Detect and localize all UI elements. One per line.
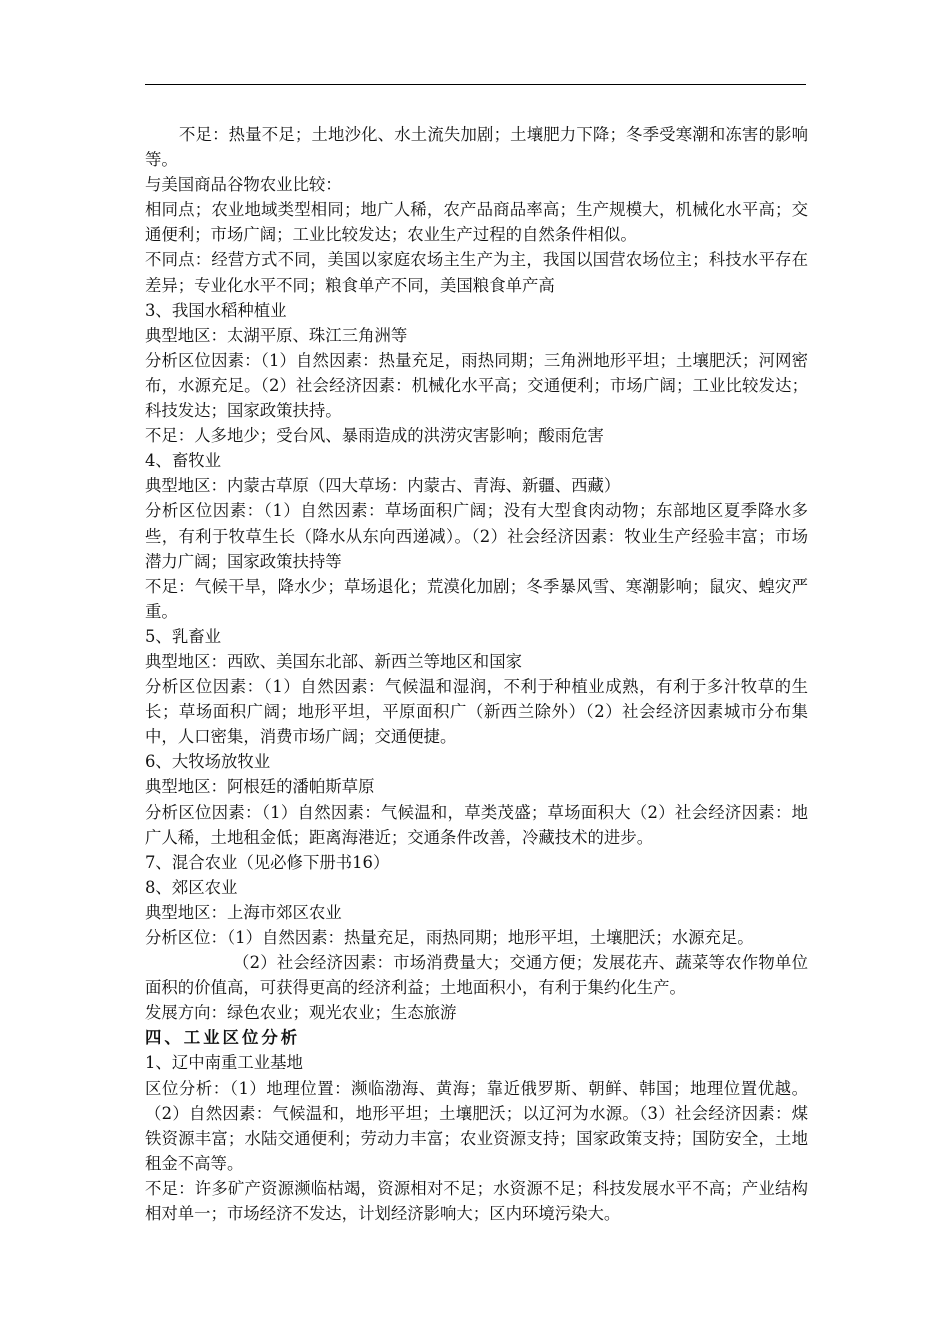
section-heading-ranching: 6、大牧场放牧业 [145,752,271,772]
paragraph-dairy-factors: 分析区位因素：（1）自然因素：气候温和湿润，不利于种植业成熟，有利于多汁牧草的生长；草场面积广阔；地形平坦，平原面积广（新西兰除外）（2）社会经济因素城市分布集中，人口密集，消费市场广阔；交通便捷。 [145,677,808,747]
paragraph-liaozhongnan-factors: 区位分析：（1）地理位置：濒临渤海、黄海；靠近俄罗斯、朝鲜、韩国；地理位置优越。（2）自然因素：气候温和，地形平坦；土壤肥沃；以辽河为水源。（3）社会经济因素：煤铁资源丰富；水陆交通便利；劳动力丰富；农业资源支持；国家政策支持；国防安全，土地租金不高等。 [145,1078,808,1173]
paragraph-rice-shortcomings: 不足：人多地少；受台风、暴雨造成的洪涝灾害影响；酸雨危害 [145,426,604,446]
paragraph-ranching-region: 典型地区：阿根廷的潘帕斯草原 [145,777,375,797]
section-heading-livestock: 4、畜牧业 [145,451,221,471]
paragraph-shortcomings-1: 不足：热量不足；土地沙化、水土流失加剧；土壤肥力下降；冬季受寒潮和冻害的影响等。 [145,125,808,170]
paragraph-livestock-shortcomings: 不足：气候干旱，降水少；草场退化；荒漠化加剧；冬季暴风雪、寒潮影响；鼠灾、蝗灾严重。 [145,576,808,621]
paragraph-ranching-factors: 分析区位因素：（1）自然因素：气候温和，草类茂盛；草场面积大（2）社会经济因素：地广人稀，土地租金低；距离海港近；交通条件改善，冷藏技术的进步。 [145,802,808,847]
section-heading-mixed: 7、混合农业（见必修下册书16） [145,852,390,872]
section-heading-dairy: 5、乳畜业 [145,626,221,646]
header-rule [145,84,806,85]
paragraph-liaozhongnan-shortcomings: 不足：许多矿产资源濒临枯竭，资源相对不足；水资源不足；科技发展水平不高；产业结构相对单一；市场经济不发达，计划经济影响大；区内环境污染大。 [145,1178,808,1224]
paragraph-dairy-region: 典型地区：西欧、美国东北部、新西兰等地区和国家 [145,651,522,671]
paragraph-suburban-social: （2）社会经济因素：市场消费量大；交通方便；发展花卉、蔬菜等农作物单位面积的价值高，可获得更高的经济利益；土地面积小，有利于集约化生产。 [145,953,808,998]
paragraph-comparison-title: 与美国商品谷物农业比较： [145,175,342,195]
document-body [145,122,808,1226]
paragraph-differences: 不同点：经营方式不同，美国以家庭农场主生产为主，我国以国营农场位主；科技水平存在差异；专业化水平不同；粮食单产不同，美国粮食单产高 [145,250,808,295]
paragraph-livestock-region: 典型地区：内蒙古草原（四大草场：内蒙古、青海、新疆、西藏） [145,476,621,496]
section-heading-liaozhongnan: 1、辽中南重工业基地 [145,1053,303,1073]
paragraph-rice-factors: 分析区位因素：（1）自然因素：热量充足，雨热同期；三角洲地形平坦；土壤肥沃；河网密布，水源充足。（2）社会经济因素：机械化水平高；交通便利；市场广阔；工业比较发达；科技发达；国家政策扶持。 [145,350,808,421]
paragraph-suburban-natural: 分析区位：（1）自然因素：热量充足，雨热同期；地形平坦，土壤肥沃；水源充足。 [145,928,754,947]
paragraph-suburban-region: 典型地区：上海市郊区农业 [145,902,342,922]
paragraph-similarities: 相同点；农业地域类型相同；地广人稀，农产品商品率高；生产规模大，机械化水平高；交通便利；市场广阔；工业比较发达；农业生产过程的自然条件相似。 [145,200,808,245]
paragraph-livestock-factors: 分析区位因素：（1）自然因素：草场面积广阔；没有大型食肉动物；东部地区夏季降水多些，有利于牧草生长（降水从东向西递减）。（2）社会经济因素：牧业生产经验丰富；市场潜力广阔；国家政策扶持等 [145,501,808,571]
section-heading-industry: 四、工业区位分析 [145,1028,301,1048]
section-heading-rice: 3、我国水稻种植业 [145,300,287,320]
paragraph-rice-region: 典型地区：太湖平原、珠江三角洲等 [145,325,408,345]
paragraph-suburban-direction: 发展方向：绿色农业；观光农业；生态旅游 [145,1003,457,1023]
section-heading-suburban: 8、郊区农业 [145,877,238,897]
